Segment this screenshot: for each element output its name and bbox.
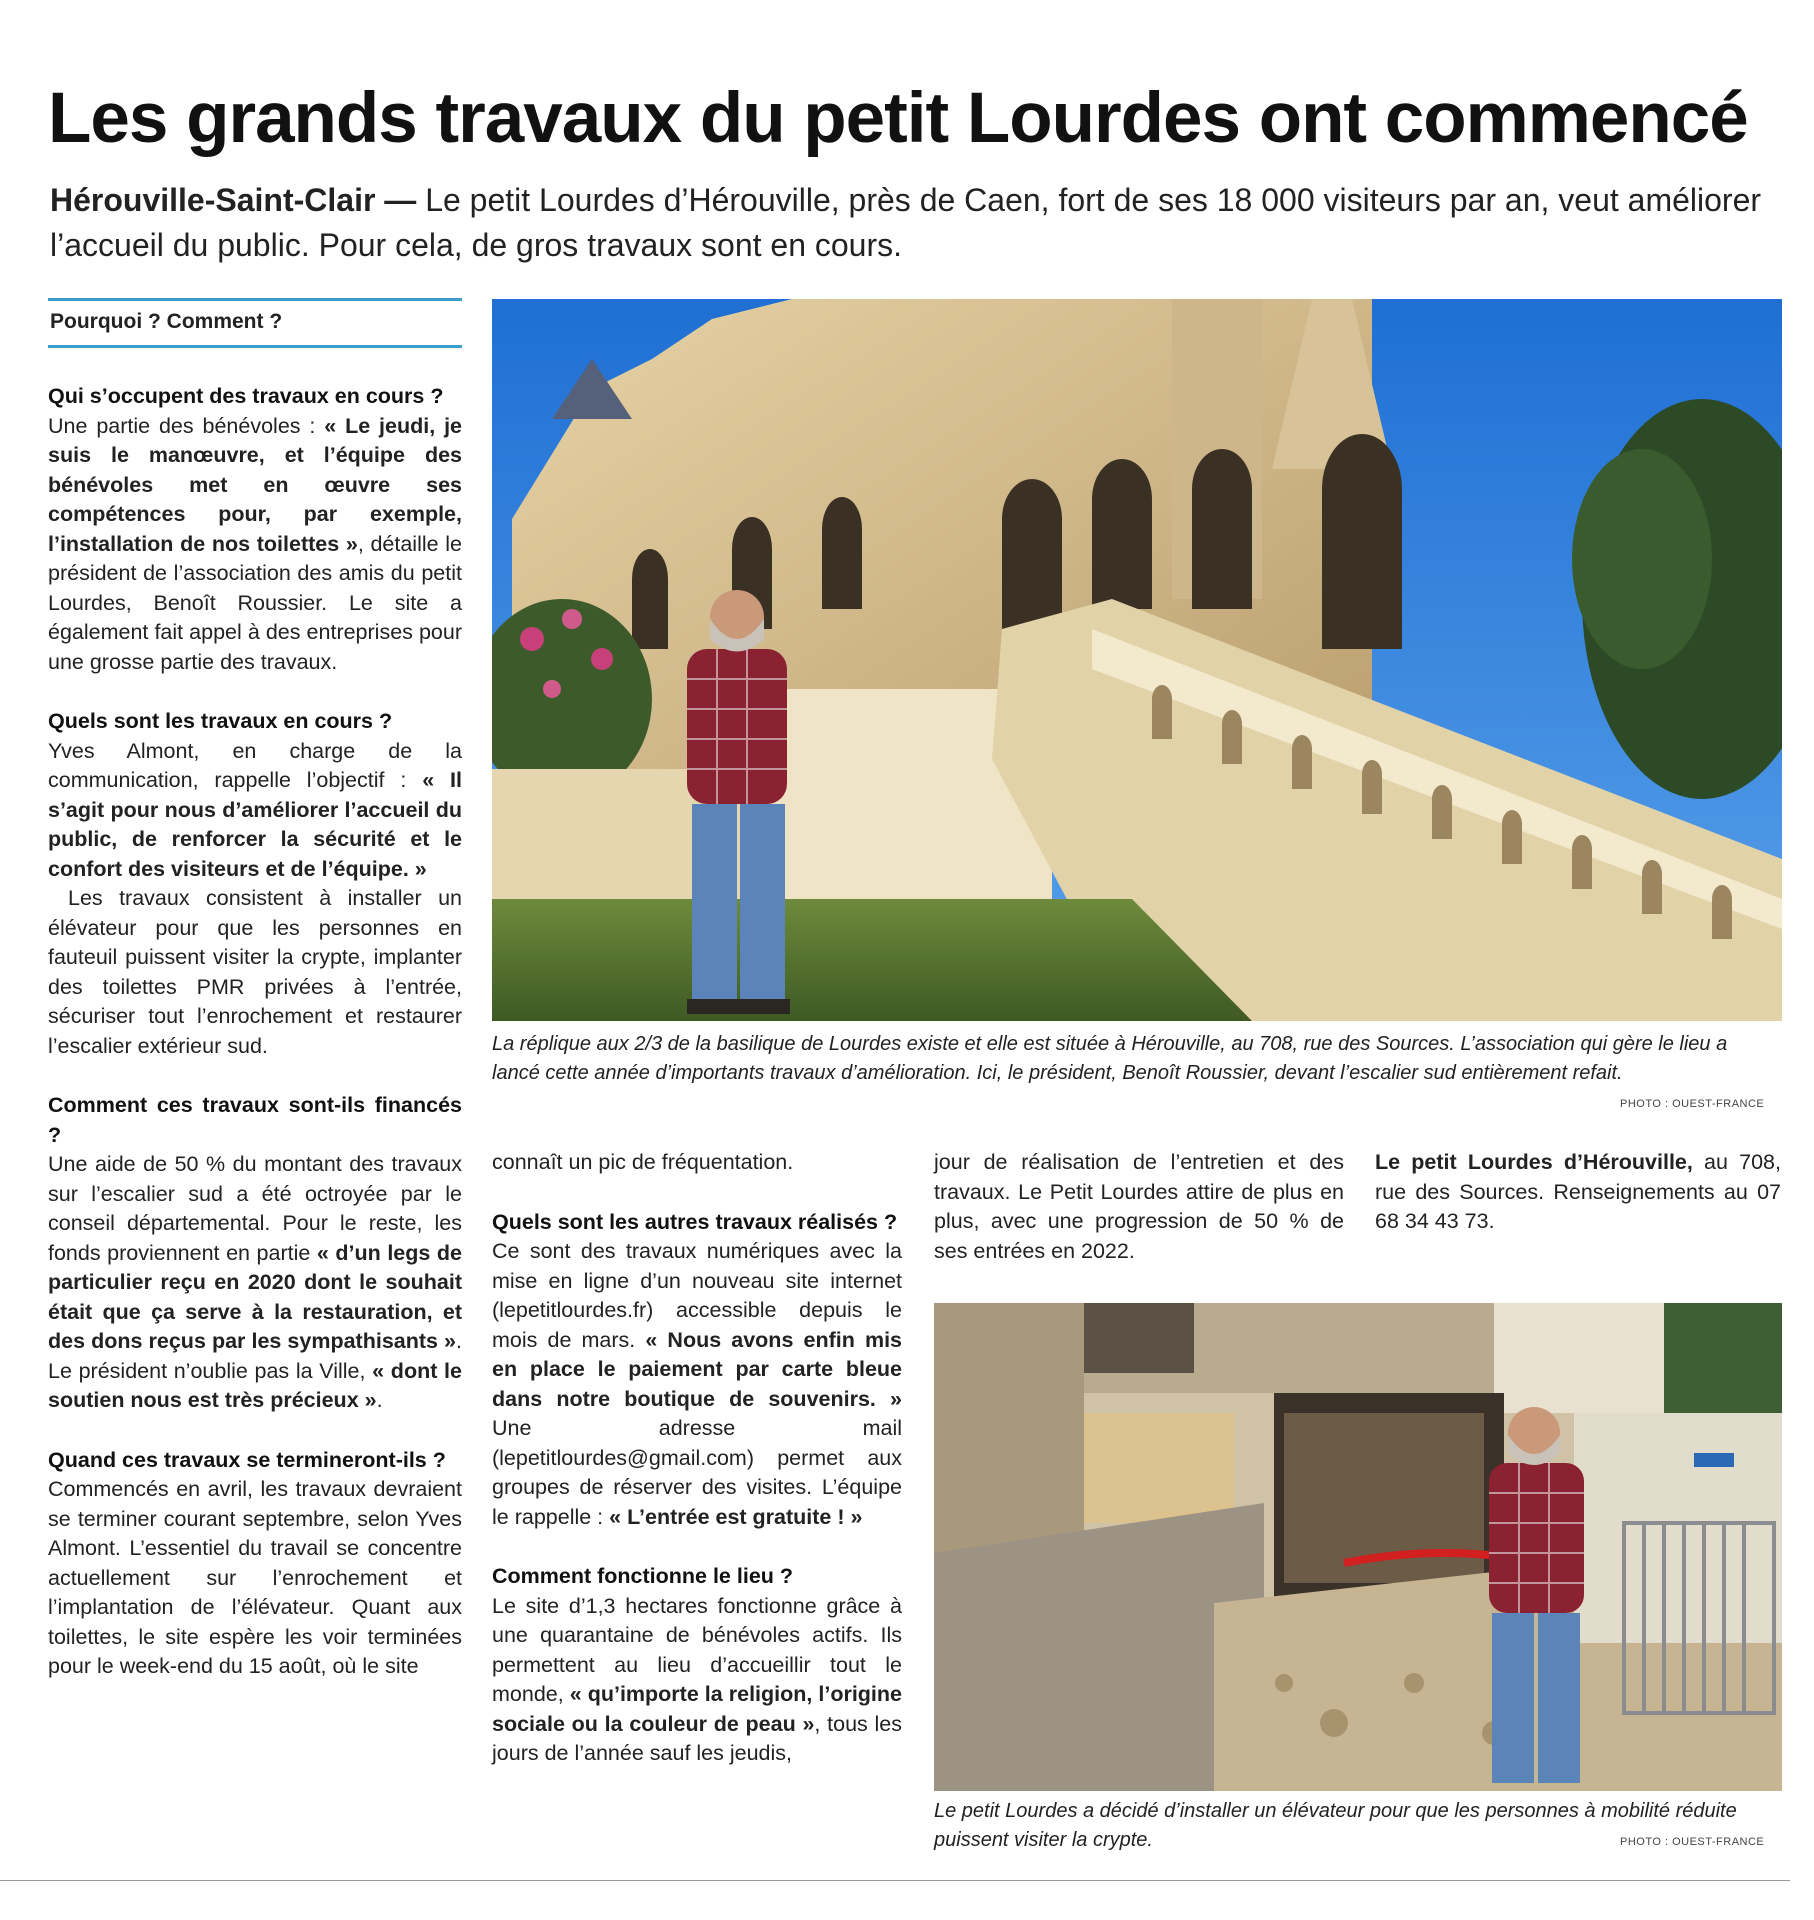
quote: « Le jeudi, je suis le manœuvre, et l’équipe des bénévoles met en œuvre ses compétences pour, par exemple, l’installation de nos toilettes »	[48, 413, 462, 556]
quote: « Nous avons enfin mis en place le paiement par carte bleue dans notre boutique de souvenirs. »	[492, 1327, 902, 1411]
column-3-text: jour de réalisation de l’entretien et des travaux. Le Petit Lourdes attire de plus en plus, avec une progression de 50 % de ses entrées en 2022.	[934, 1150, 1344, 1263]
quote: « qu’importe la religion, l’origine sociale ou la couleur de peau »	[492, 1682, 902, 1736]
question-1: Qui s’occupent des travaux en cours ?	[48, 384, 444, 408]
column-4	[1375, 1148, 1781, 1237]
photo-caption-1: La réplique aux 2/3 de la basilique de Lourdes existe et elle est située à Hérouville, au 708, rue des Sources. L’association qui gère le lieu a lancé cette année d’importants travaux d’amélioration. Ici, le président, Benoît Roussier, devant l’escalier sud entièrement refait.	[492, 1033, 1728, 1084]
question-4: Quand ces travaux se termineront-ils ?	[48, 1447, 446, 1472]
lead-text: Le petit Lourdes d’Hérouville, près de Caen, fort de ses 18 000 visiteurs par an, veut améliorer l’accueil du public. Pour cela, de gros travaux sont en cours.	[50, 182, 1762, 263]
answer-5: Ce sont des travaux numériques avec la mise en ligne d’un nouveau site internet (lepetitlourdes.fr) accessible depuis le mois de mars. « Nous avons enfin mis en place le paiement par carte bleue dans notre boutique de souvenirs. » Une adresse mail (lepetitlourdes@gmail.com) permet aux groupes de réserver des visites. L’équipe le rappelle : « L’entrée est gratuite ! »	[492, 1239, 902, 1529]
question-6: Comment fonctionne le lieu ?	[492, 1564, 794, 1588]
photo-basilica	[492, 299, 1782, 1021]
address-info: Le petit Lourdes d’Hérouville, au 708, rue des Sources. Renseignements au 07 68 34 43 73.	[1375, 1150, 1781, 1233]
answer-4: Commencés en avril, les travaux devraient se terminer courant septembre, selon Yves Almont. L’essentiel du travail se concentre actuellement sur l’enrochement et l’implantation de l’élévateur. Quant aux toilettes, le site espère les voir terminées pour le week-end du 15 août, où le site	[48, 1477, 462, 1678]
answer-4-continued: connaît un pic de fréquentation.	[492, 1150, 794, 1174]
quote: « L’entrée est gratuite ! »	[609, 1504, 863, 1529]
crypt-works-illustration	[934, 1303, 1782, 1791]
dateline: Hérouville-Saint-Clair —	[50, 182, 417, 218]
question-5: Quels sont les autres travaux réalisés ?	[492, 1209, 898, 1234]
question-2: Quels sont les travaux en cours ?	[48, 709, 393, 733]
quote: « d’un legs de particulier reçu en 2020 dont le souhait était que ça serve à la restauration, et des dons reçus par les sympathisants »	[48, 1240, 462, 1353]
sidebar-header-title: Pourquoi ? Comment ?	[50, 310, 283, 333]
column-1	[48, 382, 462, 1682]
photo-crypt-works	[934, 1303, 1782, 1791]
column-2	[492, 1148, 902, 1769]
answer-2: Yves Almont, en charge de la communication, rappelle l’objectif : « Il s’agit pour nous d’améliorer l’accueil du public, de renforcer la sécurité et le confort des visiteurs et de l’équipe. »	[48, 738, 462, 881]
bottom-rule	[0, 1880, 1790, 1881]
lead-paragraph	[50, 178, 1790, 268]
answer-2-paragraph: Les travaux consistent à installer un élévateur pour que les personnes en fauteuil puissent visiter la crypte, implanter des toilettes PMR privées à l’entrée, sécuriser tout l’enrochement et restaurer l’escalier extérieur sud.	[48, 886, 462, 1058]
venue-name: Le petit Lourdes d’Hérouville,	[1375, 1150, 1693, 1174]
quote: « Il s’agit pour nous d’améliorer l’accueil du public, de renforcer la sécurité et le confort des visiteurs et de l’équipe. »	[48, 768, 462, 881]
photo-credit-2: PHOTO : OUEST-FRANCE	[1620, 1836, 1765, 1848]
basilica-illustration	[492, 299, 1782, 1021]
sidebar-header	[48, 298, 462, 348]
column-3	[934, 1148, 1344, 1266]
headline: Les grands travaux du petit Lourdes ont commencé	[48, 79, 1748, 158]
answer-3: Une aide de 50 % du montant des travaux sur l’escalier sud a été octroyée par le conseil départemental. Pour le reste, les fonds proviennent en partie « d’un legs de particulier reçu en 2020 dont le souhait était que ça serve à la restauration, et des dons reçus par les sympathisants ». Le président n’oublie pas la Ville, « dont le soutien nous est très précieux ».	[48, 1152, 462, 1412]
photo-caption-2: Le petit Lourdes a décidé d’installer un élévateur pour que les personnes à mobilité réduite puissent visiter la crypte.	[934, 1800, 1737, 1851]
photo-credit-1: PHOTO : OUEST-FRANCE	[1620, 1098, 1765, 1110]
answer-6: Le site d’1,3 hectares fonctionne grâce à une quarantaine de bénévoles actifs. Ils permettent au lieu d’accueillir tout le monde, « qu’importe la religion, l’origine sociale ou la couleur de peau », tous les jours de l’année sauf les jeudis,	[492, 1593, 902, 1765]
question-3: Comment ces travaux sont-ils financés ?	[48, 1093, 462, 1147]
answer-1: Une partie des bénévoles : « Le jeudi, je suis le manœuvre, et l’équipe des bénévoles met en œuvre ses compétences pour, par exemple, l’installation de nos toilettes », détaille le président de l’association des amis du petit Lourdes, Benoît Roussier. Le site a également fait appel à des entreprises pour une grosse partie des travaux.	[48, 413, 462, 674]
quote: « dont le soutien nous est très précieux »	[48, 1358, 462, 1412]
